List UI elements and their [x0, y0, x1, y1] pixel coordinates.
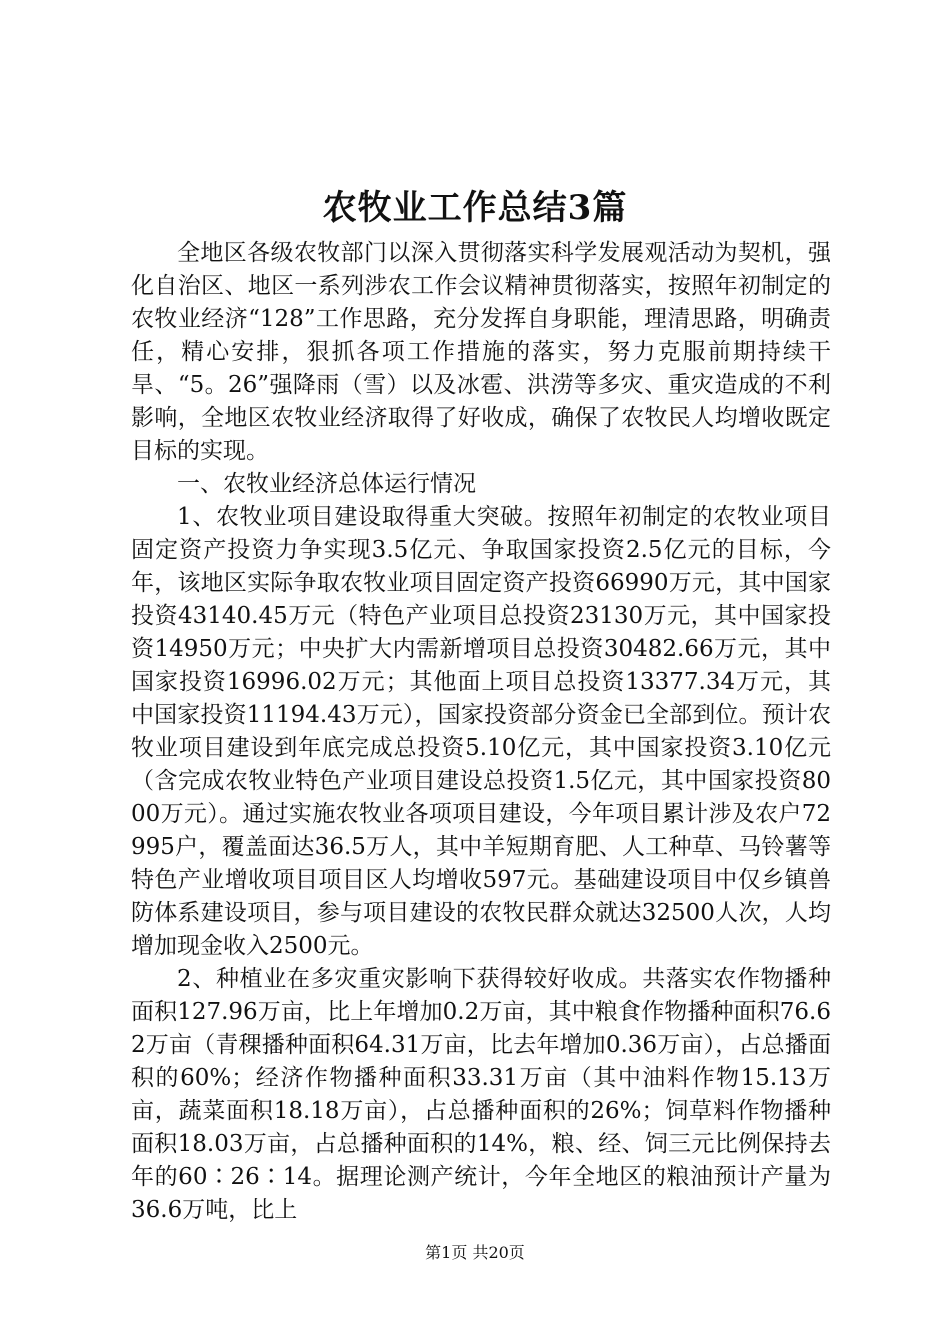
section-heading: 一、农牧业经济总体运行情况	[177, 471, 476, 497]
intro-paragraph: 全地区各级农牧部门以深入贯彻落实科学发展观活动为契机，强化自治区、地区一系列涉农工作会议精神贯彻落实，按照年初制定的农牧业经济“128”工作思路，充分发挥自身职能，理清思路，明确责任，精心安排，狠抓各项工作措施的落实，努力克服前期持续干旱、“5。26”强降雨（雪）以及冰雹、洪涝等多灾、重灾造成的不利影响，全地区农牧业经济取得了好收成，确保了农牧民人均增收既定目标的实现。	[131, 240, 831, 464]
project-construction-paragraph: 1、农牧业项目建设取得重大突破。按照年初制定的农牧业项目固定资产投资力争实现3.5亿元、争取国家投资2.5亿元的目标，今年，该地区实际争取农牧业项目固定资产投资66990万元，其中国家投资43140.45万元（特色产业项目总投资23130万元，其中国家投资14950万元；中央扩大内需新增项目总投资30482.66万元，其中国家投资16996.02万元；其他面上项目总投资13377.34万元，其中国家投资11194.43万元），国家投资部分资金已全部到位。预计农牧业项目建设到年底完成总投资5.10亿元，其中国家投资3.10亿元（含完成农牧业特色产业项目建设总投资1.5亿元，其中国家投资8000万元）。通过实施农牧业各项项目建设，今年项目累计涉及农户72995户，覆盖面达36.5万人，其中羊短期育肥、人工种草、马铃薯等特色产业增收项目项目区人均增收597元。基础建设项目中仅乡镇兽防体系建设项目，参与项目建设的农牧民群众就达32500人次，人均增加现金收入2500元。	[131, 504, 831, 959]
document-body	[131, 237, 831, 1227]
page-footer: 第1页 共20页	[425, 1243, 525, 1262]
document-title: 农牧业工作总结3篇	[322, 188, 628, 228]
planting-paragraph: 2、种植业在多灾重灾影响下获得较好收成。共落实农作物播种面积127.96万亩，比上年增加0.2万亩，其中粮食作物播种面积76.62万亩（青稞播种面积64.31万亩，比去年增加0.36万亩），占总播面积的60%；经济作物播种面积33.31万亩（其中油料作物15.13万亩，蔬菜面积18.18万亩），占总播种面积的26%；饲草料作物播种面积18.03万亩，占总播种面积的14%，粮、经、饲三元比例保持去年的60∶26∶14。据理论测产统计，今年全地区的粮油预计产量为36.6万吨，比上	[131, 966, 831, 1223]
